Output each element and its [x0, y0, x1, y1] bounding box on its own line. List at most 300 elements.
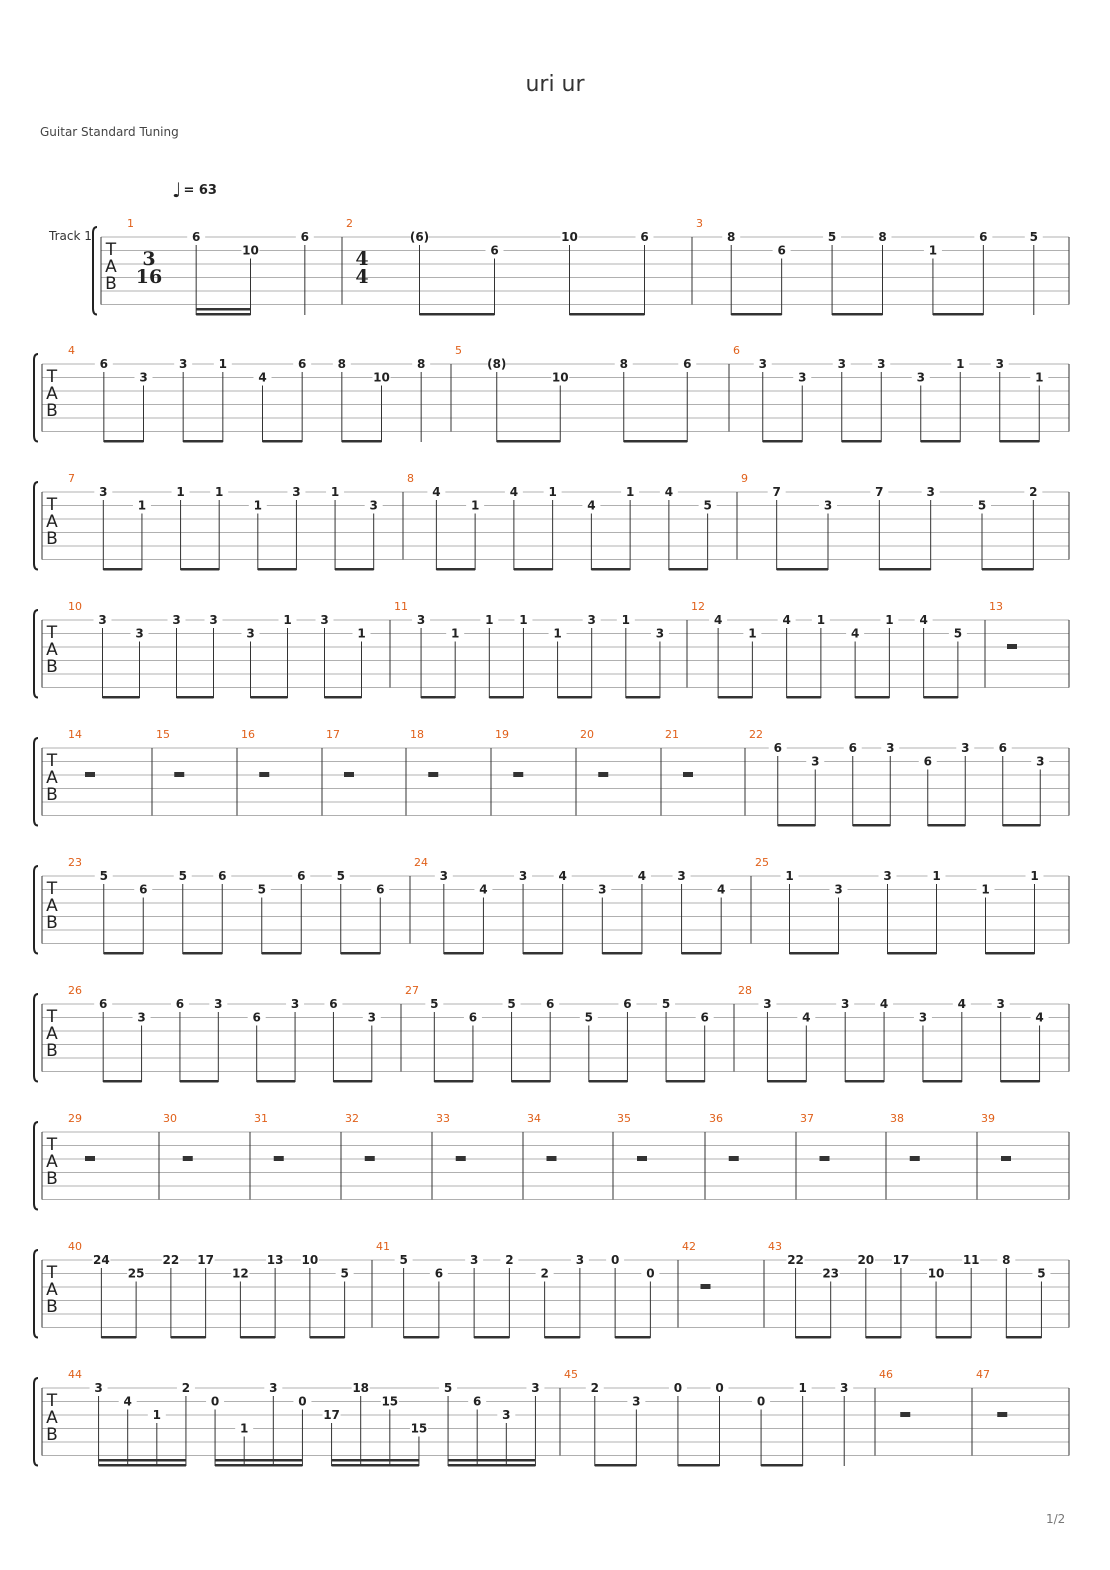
- beam: [796, 1336, 831, 1339]
- fret-number: 3: [883, 869, 892, 883]
- beam: [682, 952, 722, 955]
- measure-number: 18: [410, 728, 424, 741]
- fret-number: 4: [664, 485, 674, 499]
- fret-number: 3: [178, 357, 188, 371]
- fret-number: 1: [785, 869, 794, 883]
- fret-number: 5: [257, 882, 266, 897]
- fret-number: 3: [94, 1381, 103, 1395]
- measure-number: 36: [709, 1112, 723, 1125]
- fret-number: 4: [782, 613, 791, 627]
- system-bracket: [34, 482, 38, 570]
- fret-number: 8: [619, 357, 628, 371]
- measure-number: 27: [405, 984, 419, 997]
- fret-number: 3: [469, 1253, 479, 1267]
- measure-number: 39: [981, 1112, 995, 1125]
- measure-number: 44: [68, 1368, 82, 1381]
- fret-number: 17: [892, 1253, 910, 1267]
- beam: [790, 952, 839, 955]
- whole-rest: [701, 1284, 711, 1289]
- measure-number: 32: [345, 1112, 359, 1125]
- beam: [104, 440, 144, 443]
- fret-number: 3: [677, 869, 686, 883]
- fret-number: 1: [748, 626, 757, 641]
- fret-number: 1: [176, 485, 185, 499]
- tab-clef-letter: A: [105, 257, 117, 277]
- measure-number: 10: [68, 600, 82, 613]
- whole-rest: [174, 772, 184, 777]
- measure-number: 42: [682, 1240, 696, 1253]
- fret-number: 3: [598, 882, 607, 897]
- fret-number: 6: [300, 230, 310, 244]
- measure-number: 34: [527, 1112, 541, 1125]
- fret-number: 3: [531, 1381, 540, 1395]
- fret-number: 6: [297, 357, 307, 371]
- measure-number: 43: [768, 1240, 782, 1253]
- beam: [763, 440, 803, 443]
- fret-number: 8: [727, 230, 736, 244]
- whole-rest: [1001, 1156, 1011, 1161]
- fret-number: 6: [777, 243, 786, 258]
- fret-number: 1: [330, 485, 340, 499]
- measure-number: 1: [127, 217, 134, 230]
- beam: [986, 952, 1035, 955]
- fret-number: 3: [811, 754, 820, 769]
- fret-number: 5: [953, 626, 963, 641]
- fret-number: 4: [713, 613, 723, 627]
- fret-number: 6: [490, 243, 499, 258]
- measure-number: 15: [156, 728, 170, 741]
- fret-number: 6: [473, 1394, 482, 1409]
- fret-number: 24: [93, 1253, 110, 1267]
- fret-number: 3: [798, 370, 807, 385]
- measure-number: 33: [436, 1112, 450, 1125]
- beam: [928, 824, 966, 827]
- measure-number: 24: [414, 856, 428, 869]
- beam: [333, 1080, 371, 1083]
- fret-number: 4: [479, 882, 488, 897]
- fret-number: 4: [123, 1394, 132, 1409]
- fret-number: 10: [551, 370, 569, 385]
- fret-number: 4: [717, 882, 726, 897]
- tab-clef-letter: T: [46, 1007, 58, 1027]
- fret-number: 1: [137, 498, 147, 513]
- fret-number: 2: [590, 1381, 599, 1395]
- fret-number: 1: [553, 626, 562, 641]
- fret-number: 6: [683, 357, 692, 371]
- fret-number: 1: [932, 869, 941, 883]
- fret-number: 4: [850, 626, 860, 641]
- beam: [310, 1336, 345, 1339]
- fret-number: 0: [646, 1266, 655, 1281]
- measure-number: 22: [749, 728, 763, 741]
- fret-number: 3: [575, 1253, 585, 1267]
- fret-number: 1: [152, 1408, 161, 1422]
- tab-clef-letter: A: [46, 384, 58, 404]
- fret-number: 10: [242, 243, 259, 258]
- measure-number: 35: [617, 1112, 631, 1125]
- beam: [879, 568, 930, 571]
- fret-number: 18: [352, 1381, 370, 1395]
- fret-number: 20: [857, 1253, 875, 1267]
- fret-number: 4: [587, 498, 596, 513]
- fret-number: 5: [584, 1010, 593, 1025]
- fret-number: 3: [98, 613, 107, 627]
- beam: [240, 1336, 275, 1339]
- beam: [626, 696, 660, 699]
- system-bracket: [34, 866, 38, 954]
- tab-clef-letter: B: [46, 401, 58, 421]
- whole-rest: [900, 1412, 910, 1417]
- fret-number: 4: [432, 485, 441, 499]
- fret-number: 6: [175, 997, 185, 1011]
- fret-number: 5: [507, 997, 516, 1011]
- beam: [474, 1336, 509, 1339]
- beam: [591, 568, 630, 571]
- fret-number: 5: [178, 869, 187, 883]
- beam: [341, 952, 381, 955]
- measure-number: 30: [163, 1112, 177, 1125]
- beam: [558, 696, 592, 699]
- beam: [104, 952, 144, 955]
- whole-rest: [85, 1156, 95, 1161]
- beam: [832, 313, 882, 316]
- tab-clef-letter: T: [46, 1135, 58, 1155]
- fret-number: 4: [258, 370, 267, 385]
- fret-number: 3: [918, 1010, 928, 1025]
- score-title: uri ur: [525, 72, 585, 97]
- fret-number: 1: [981, 882, 990, 897]
- beam: [103, 568, 142, 571]
- tab-clef-letter: A: [46, 768, 58, 788]
- fret-number: 0: [298, 1394, 307, 1409]
- fret-number: 1: [548, 485, 557, 499]
- fret-number: 3: [135, 626, 144, 641]
- fret-number: 5: [661, 997, 671, 1011]
- fret-number: 1: [470, 498, 480, 513]
- beam: [602, 952, 642, 955]
- fret-number: 6: [848, 741, 857, 755]
- fret-number: 3: [137, 1010, 146, 1025]
- fret-number: 22: [787, 1253, 804, 1267]
- tab-clef-letter: A: [46, 896, 58, 916]
- beam: [196, 313, 250, 316]
- fret-number: 5: [1029, 230, 1038, 244]
- beam: [570, 313, 645, 316]
- fret-number: 8: [1002, 1253, 1011, 1267]
- whole-rest: [85, 772, 95, 777]
- measure-number: 23: [68, 856, 82, 869]
- fret-number: 3: [320, 613, 329, 627]
- fret-number: 5: [430, 997, 439, 1011]
- measure-number: 12: [691, 600, 705, 613]
- fret-number: 8: [337, 357, 347, 371]
- fret-number: 0: [715, 1381, 724, 1395]
- tuning-label: Guitar Standard Tuning: [40, 125, 179, 139]
- fret-number: 2: [181, 1381, 191, 1395]
- fret-number: 1: [621, 613, 630, 627]
- beam: [101, 1336, 136, 1339]
- fret-number: 3: [926, 485, 935, 499]
- fret-number: 4: [919, 613, 928, 627]
- measure-number: 17: [326, 728, 340, 741]
- whole-rest: [344, 772, 354, 777]
- fret-number: 3: [290, 997, 300, 1011]
- beam: [761, 1464, 803, 1467]
- beam: [514, 568, 553, 571]
- whole-rest: [997, 1412, 1007, 1417]
- fret-number: 4: [558, 869, 567, 883]
- fret-number: 10: [927, 1266, 945, 1281]
- fret-number: 3: [214, 997, 223, 1011]
- beam: [436, 568, 475, 571]
- tab-clef-letter: B: [105, 274, 117, 294]
- fret-number: 6: [979, 230, 988, 244]
- fret-number: 6: [923, 754, 932, 769]
- fret-number: 1: [816, 613, 826, 627]
- system-bracket: [34, 1250, 38, 1338]
- beam: [103, 696, 140, 699]
- fret-number: 1: [928, 243, 938, 258]
- fret-number: 1: [625, 485, 635, 499]
- fret-number: 0: [610, 1253, 620, 1267]
- fret-number: 1: [1035, 370, 1044, 385]
- fret-number: 3: [367, 1010, 376, 1025]
- beam: [263, 440, 303, 443]
- beam: [444, 952, 484, 955]
- fret-number: 3: [439, 869, 448, 883]
- fret-number: 6: [434, 1266, 444, 1281]
- fret-number: 3: [877, 357, 886, 371]
- whole-rest: [365, 1156, 375, 1161]
- fret-number: 6: [376, 882, 385, 897]
- fret-number: 1: [253, 498, 262, 513]
- beam: [489, 696, 523, 699]
- fret-number: 3: [655, 626, 665, 641]
- fret-number: 4: [879, 997, 889, 1011]
- beam: [845, 1080, 884, 1083]
- beam: [420, 313, 495, 316]
- system-bracket: [34, 354, 38, 442]
- fret-number: 3: [758, 357, 767, 371]
- measure-number: 11: [394, 600, 408, 613]
- fret-number: 2: [505, 1253, 514, 1267]
- beam: [99, 1464, 186, 1467]
- beam-secondary: [332, 1459, 419, 1462]
- fret-number: 6: [700, 1010, 709, 1025]
- fret-number: 3: [823, 498, 833, 513]
- beam: [855, 696, 889, 699]
- fret-number: 0: [673, 1381, 683, 1395]
- fret-number: 1: [215, 485, 224, 499]
- tab-clef-letter: B: [46, 529, 58, 549]
- fret-number: 7: [772, 485, 781, 499]
- beam: [103, 1080, 141, 1083]
- whole-rest: [820, 1156, 830, 1161]
- fret-number: 1: [519, 613, 528, 627]
- measure-number: 41: [376, 1240, 390, 1253]
- fret-number: (6): [409, 230, 430, 244]
- tab-clef-letter: B: [46, 1425, 58, 1445]
- whole-rest: [1007, 644, 1017, 649]
- fret-number: 6: [99, 357, 109, 371]
- beam: [325, 696, 362, 699]
- system-bracket: [34, 1378, 38, 1466]
- fret-number: 6: [252, 1010, 261, 1025]
- measure-number: 25: [755, 856, 769, 869]
- fret-number: 6: [191, 230, 201, 244]
- fret-number: 17: [197, 1253, 214, 1267]
- tab-clef-letter: A: [46, 1152, 58, 1172]
- fret-number: 1: [1030, 869, 1039, 883]
- beam: [448, 1464, 535, 1467]
- fret-number: 3: [632, 1394, 641, 1409]
- fret-number: 3: [834, 882, 843, 897]
- beam-secondary: [196, 308, 250, 311]
- beam: [523, 952, 563, 955]
- fret-number: (8): [487, 357, 507, 371]
- beam: [421, 696, 455, 699]
- beam: [183, 440, 223, 443]
- fret-number: 11: [962, 1253, 980, 1267]
- tab-clef-letter: T: [105, 240, 117, 260]
- fret-number: 6: [640, 230, 649, 244]
- fret-number: 3: [841, 997, 850, 1011]
- fret-number: 23: [822, 1266, 840, 1281]
- tab-clef-letter: T: [46, 495, 58, 515]
- quarter-note-icon: ♩: [172, 178, 182, 202]
- measure-number: 19: [495, 728, 509, 741]
- measure-number: 5: [455, 344, 462, 357]
- measure-number: 9: [741, 472, 748, 485]
- fret-number: 10: [373, 370, 390, 385]
- beam: [257, 1080, 295, 1083]
- measure-number: 40: [68, 1240, 82, 1253]
- track-label: Track 1: [49, 229, 92, 243]
- beam: [615, 1336, 650, 1339]
- fret-number: 1: [357, 626, 366, 641]
- beam: [262, 952, 302, 955]
- fret-number: 3: [139, 370, 148, 385]
- fret-number: 5: [827, 230, 837, 244]
- whole-rest: [910, 1156, 920, 1161]
- time-signature-top: 3: [142, 248, 156, 270]
- measure-number: 28: [738, 984, 752, 997]
- whole-rest: [547, 1156, 557, 1161]
- fret-number: 1: [485, 613, 494, 627]
- fret-number: 6: [773, 741, 782, 755]
- fret-number: 3: [518, 869, 528, 883]
- beam: [669, 568, 708, 571]
- fret-number: 3: [209, 613, 218, 627]
- whole-rest: [456, 1156, 466, 1161]
- beam: [342, 440, 382, 443]
- fret-number: 15: [381, 1394, 399, 1409]
- fret-number: 3: [369, 498, 378, 513]
- fret-number: 5: [977, 498, 987, 513]
- measure-number: 31: [254, 1112, 268, 1125]
- fret-number: 10: [561, 230, 578, 244]
- fret-number: 4: [957, 997, 966, 1011]
- fret-number: 5: [1037, 1266, 1046, 1281]
- fret-number: 6: [329, 997, 338, 1011]
- whole-rest: [274, 1156, 284, 1161]
- fret-number: 8: [878, 230, 887, 244]
- tab-clef-letter: B: [46, 1169, 58, 1189]
- beam: [181, 568, 220, 571]
- beam: [777, 568, 828, 571]
- fret-number: 4: [1035, 1010, 1044, 1025]
- beam: [787, 696, 821, 699]
- fret-number: 3: [916, 370, 925, 385]
- measure-number: 4: [68, 344, 75, 357]
- fret-number: 6: [297, 869, 306, 883]
- beam: [731, 313, 781, 316]
- fret-number: 3: [587, 613, 596, 627]
- beam: [1006, 1336, 1041, 1339]
- fret-number: 5: [703, 498, 712, 513]
- beam: [924, 696, 958, 699]
- beam: [853, 824, 891, 827]
- fret-number: 5: [399, 1253, 408, 1267]
- beam: [545, 1336, 580, 1339]
- tab-clef-letter: T: [46, 623, 58, 643]
- tab-clef-letter: B: [46, 913, 58, 933]
- measure-number: 2: [346, 217, 353, 230]
- measure-number: 14: [68, 728, 82, 741]
- page-number: 1/2: [1046, 1512, 1066, 1526]
- measure-number: 37: [800, 1112, 814, 1125]
- beam: [177, 696, 214, 699]
- fret-number: 5: [99, 869, 108, 883]
- fret-number: 1: [283, 613, 292, 627]
- fret-number: 4: [637, 869, 647, 883]
- fret-number: 6: [546, 997, 555, 1011]
- measure-number: 46: [879, 1368, 893, 1381]
- whole-rest: [598, 772, 608, 777]
- beam: [778, 824, 816, 827]
- fret-number: 5: [443, 1381, 453, 1395]
- beam: [666, 1080, 705, 1083]
- tab-clef-letter: T: [46, 879, 58, 899]
- measure-number: 7: [68, 472, 75, 485]
- beam: [183, 952, 223, 955]
- fret-number: 3: [416, 613, 426, 627]
- fret-number: 6: [623, 997, 632, 1011]
- fret-number: 6: [998, 741, 1007, 755]
- measure-number: 38: [890, 1112, 904, 1125]
- beam: [332, 1464, 419, 1467]
- beam: [180, 1080, 218, 1083]
- fret-number: 6: [468, 1010, 478, 1025]
- beam: [718, 696, 752, 699]
- fret-number: 4: [509, 485, 519, 499]
- beam: [1000, 440, 1040, 443]
- system-bracket: [34, 994, 38, 1082]
- fret-number: 7: [875, 485, 884, 499]
- tab-clef-letter: B: [46, 1297, 58, 1317]
- fret-number: 6: [139, 882, 148, 897]
- tab-clef-letter: T: [46, 367, 58, 387]
- whole-rest: [428, 772, 438, 777]
- tab-clef-letter: T: [46, 751, 58, 771]
- beam: [434, 1080, 473, 1083]
- time-signature-bottom: 4: [355, 266, 369, 288]
- beam: [171, 1336, 206, 1339]
- beam: [624, 440, 688, 443]
- tab-clef-letter: A: [46, 1280, 58, 1300]
- fret-number: 5: [336, 869, 345, 883]
- time-signature-top: 4: [355, 248, 369, 270]
